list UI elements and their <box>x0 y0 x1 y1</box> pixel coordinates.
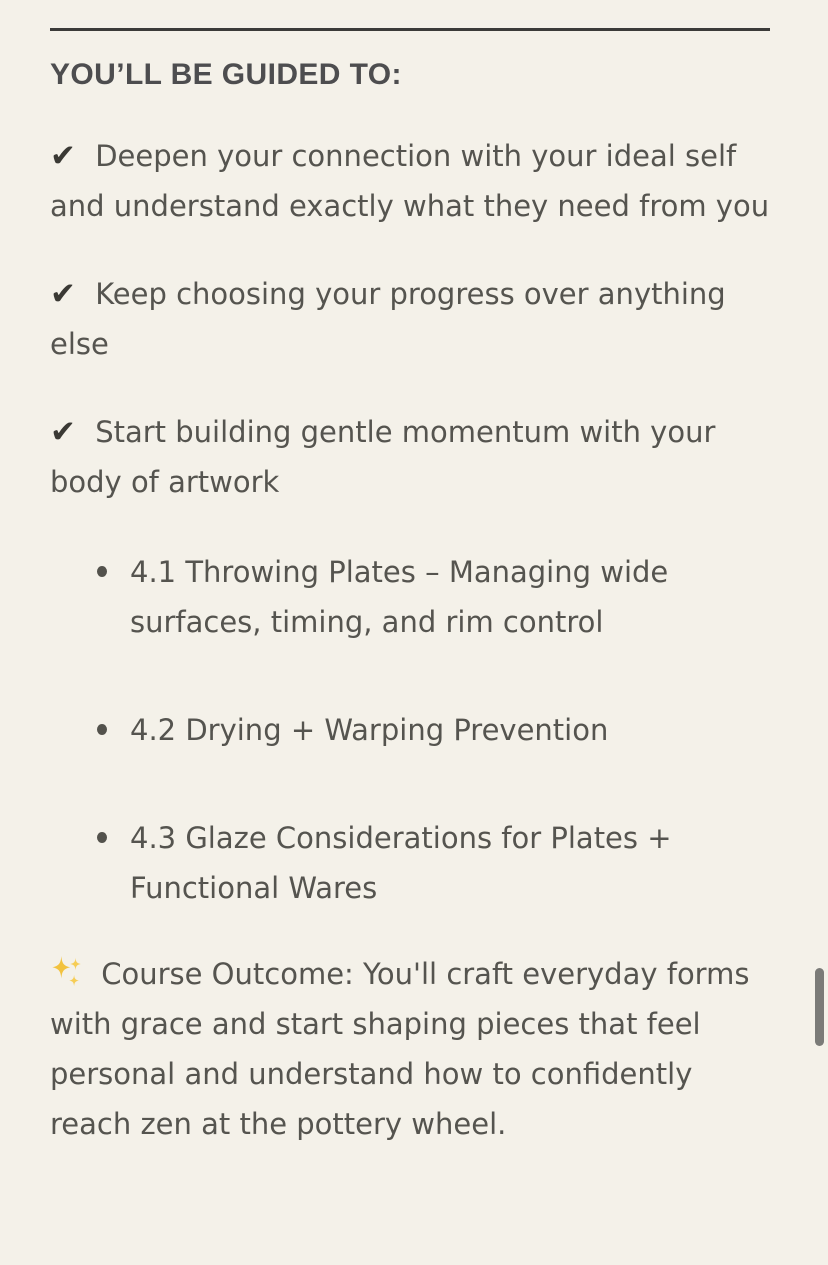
checkmark-icon: ✔ <box>50 138 76 174</box>
guided-item-text: Deepen your connection with your ideal self and understand exactly what they need from you <box>50 139 770 223</box>
lesson-text: 4.2 Drying + Warping Prevention <box>130 713 609 747</box>
guided-item <box>50 269 770 369</box>
list-item <box>130 705 690 755</box>
guided-item <box>50 131 770 231</box>
list-item <box>130 813 690 913</box>
guided-item <box>50 407 770 507</box>
guided-item-text: Start building gentle momentum with your body of artwork <box>50 415 716 499</box>
checkmark-icon: ✔ <box>50 276 76 312</box>
section-divider <box>50 28 770 31</box>
checkmark-icon: ✔ <box>50 414 76 450</box>
outcome-text: Course Outcome: You'll craft everyday forms with grace and start shaping pieces that feel personal and understand how to confidently reach zen at the pottery wheel. <box>50 957 750 1141</box>
guided-item-text: Keep choosing your progress over anything else <box>50 277 726 361</box>
sparkles-icon <box>50 955 84 989</box>
course-outcome <box>50 949 770 1149</box>
section-heading: YOU’LL BE GUIDED TO: <box>50 58 402 91</box>
lesson-text: 4.3 Glaze Considerations for Plates + Functional Wares <box>130 821 672 905</box>
lesson-list <box>50 547 770 913</box>
bullet-icon <box>97 566 107 577</box>
lesson-text: 4.1 Throwing Plates – Managing wide surfaces, timing, and rim control <box>130 555 669 639</box>
bullet-icon <box>97 832 107 843</box>
bullet-icon <box>97 724 107 735</box>
list-item <box>130 547 690 647</box>
scrollbar-thumb[interactable] <box>815 968 824 1046</box>
